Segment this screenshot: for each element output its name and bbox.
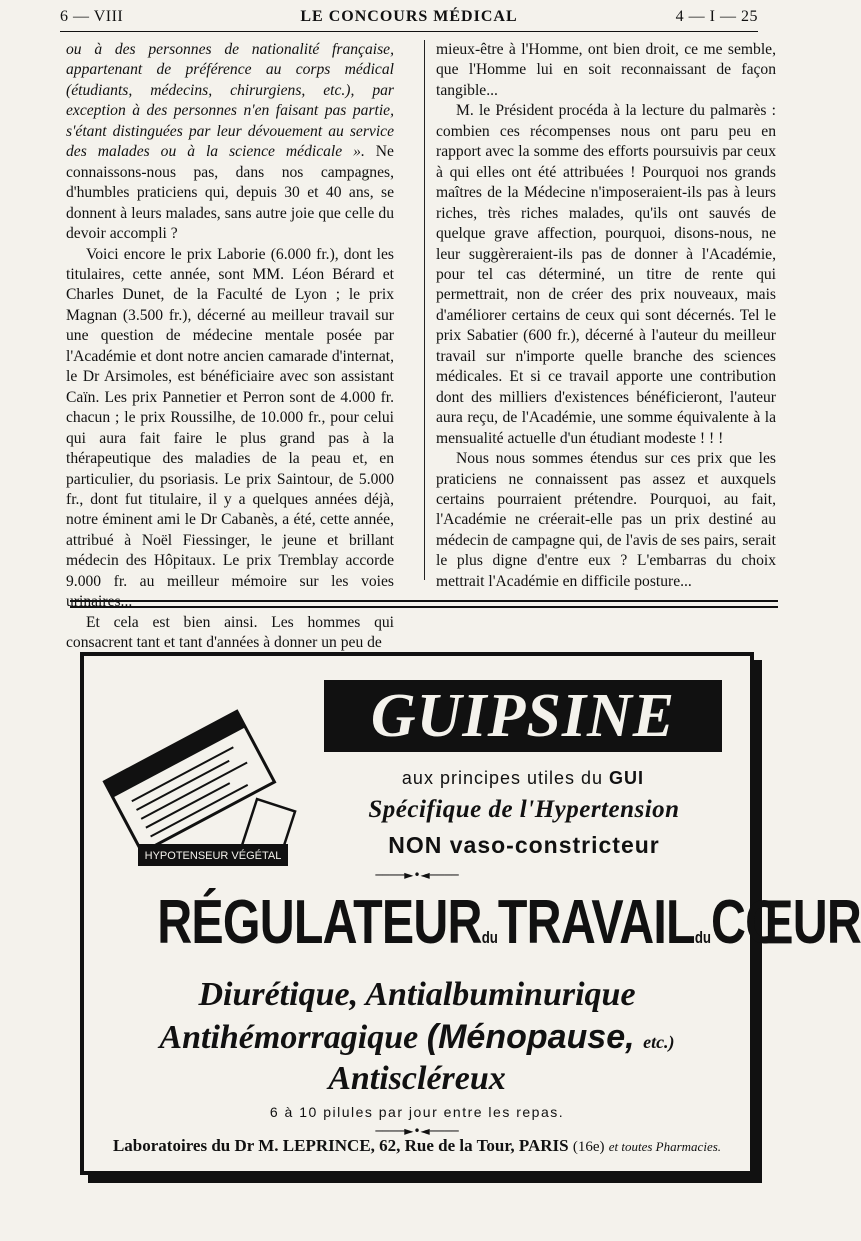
right-column	[436, 40, 776, 592]
ad-headline	[157, 886, 861, 975]
ad-property-antihemorrhagic	[84, 1018, 750, 1057]
ad-laboratory-address	[84, 1136, 750, 1156]
ad-tagline-hypertension: Spécifique de l'Hypertension	[368, 796, 680, 823]
ad-property-antisclerotic: Antiscléreux	[328, 1060, 506, 1097]
header-rule	[60, 31, 758, 32]
ornament-divider-1: ────►•◄────	[375, 868, 459, 882]
page-number: 6 — VIII	[60, 8, 124, 25]
right-paragraph-3: Nous nous sommes étendus sur ces prix que les praticiens ne connaissent pas assez et auxquels certains pourraient prétendre. Pourquoi, au fait, l'Académie ne créerait-elle pas un prix destiné au médecin de campagne qui, de l'avis de ses pairs, serait le plus digne d'entre eux ? L'embarras du choix mettrait l'Académie en difficile posture...	[436, 450, 776, 590]
laboratory-pharmacies: et toutes Pharmacies.	[608, 1139, 722, 1154]
journal-title: LE CONCOURS MÉDICAL	[300, 8, 518, 25]
laboratory-name: Laboratoires du Dr M. LEPRINCE, 62, Rue de la Tour, PARIS	[112, 1136, 569, 1155]
page-header	[60, 6, 758, 32]
ad-top-rule-2	[70, 606, 778, 608]
headline-du-1: du	[481, 928, 498, 947]
headline-du-2: du	[694, 928, 712, 947]
issue-date: 4 — I — 25	[675, 8, 758, 25]
brand-name: GUIPSINE	[324, 680, 722, 752]
ad-tagline-non-vasoconstrictor: NON vaso-constricteur	[388, 832, 660, 858]
property-menopause: (Ménopause,	[426, 1018, 635, 1056]
left-column	[66, 40, 394, 654]
left-paragraph-2: Voici encore le prix Laborie (6.000 fr.), dont les titulaires, cette année, sont MM. Léon Bérard et Charles Dunet, de la Faculté de Lyon ; le prix Magnan (3.500 fr.), décerné au meilleur travail sur une question de médecine mentale posée par l'Académie et dont notre ancien camarade d'internat, le Dr Arsimoles, est bénéficiaire avec son assistant Caïn. Les prix Pannetier et Perron sont de 4.000 fr. chacun ; le prix Roussilhe, de 10.000 fr., pour celui qui aura fait faire le plus grand pas à la thérapeutique des maladies de la peau et, en particulier, du psoriasis. Le prix Saintour, de 5.000 fr., dont fut titulaire, il y a quelques années déjà, notre éminent ami le Dr Cabanès, a été, cette année, attribué à Noël Fiessinger, le jeune et brillant médecin des Hôpitaux. Le prix Tremblay accorde 9.000 fr. au meilleur mémoire sur les voies urinaires...	[66, 245, 394, 611]
ad-top-rule-1	[70, 600, 778, 602]
ornament-divider-2: ────►•◄────	[375, 1124, 459, 1138]
headline-regulateur: RÉGULATEUR	[157, 888, 482, 957]
box-label-text: HYPOTENSEUR VÉGÉTAL	[144, 850, 282, 862]
laboratory-arrondissement: (16e)	[572, 1139, 605, 1155]
tagline-prefix: aux principes utiles du	[401, 768, 604, 788]
headline-travail: TRAVAIL	[497, 888, 695, 957]
right-paragraph-2: M. le Président procéda à la lecture du palmarès : combien ces récompenses nous ont paru peu en rapport avec la somme des efforts poursuivis par ceux à qui elles ont été attribuées ! Pourquoi nos grands maîtres de la Médecine n'imposeraient-ils pas à leurs riches, très riches malades, qu'ils ont sauvés de quelque grave affection, pourquoi, disons-nous, ne leur suggèreraient-ils pas de donner à l'Académie, pour tel cas déterminé, un titre de rente qui permettrait, non de créer des prix nouveaux, mais d'améliorer certains de ceux qui sont décernés. Tel le prix Sabatier (600 fr.), décerné à l'auteur du meilleur travail sur n'importe quelle branche des sciences médicales. Et si ce travail apporte une contribution dont des milliers d'existences bénéficieront, l'auteur aura reçu, de l'Académie, une somme équivalente à la mensualité actuelle d'un étudiant modeste ! ! !	[436, 102, 776, 447]
left-paragraph-3: Et cela est bien ainsi. Les hommes qui consacrent tant et tant d'années à donner un peu de	[66, 613, 394, 652]
guipsine-advertisement	[80, 652, 861, 1175]
medicine-box-illustration	[98, 696, 308, 876]
column-separator	[424, 40, 425, 580]
property-etc: etc.)	[643, 1032, 675, 1052]
quotation-text: ou à des personnes de nationalité française, appartenant de préférence au corps médical (étudiants, médecins, chirurgiens, etc.), par exception à des personnes n'en faisant pas partie, s'étant distinguées par leur dévouement au service des malades ou à la science médicale ».	[66, 41, 394, 161]
quotation-followup: Ne connaissons-nous pas, dans nos campagnes, d'humbles praticiens qui, depuis 30 et 40 ans, se donnent à leurs malades, sans autre joie que celle du devoir accompli ?	[66, 143, 394, 243]
property-antihemorrhagique: Antihémorragique	[159, 1019, 419, 1056]
ad-tagline-mistletoe	[324, 768, 722, 789]
tagline-gui: GUI	[609, 768, 645, 788]
left-paragraph-1	[66, 40, 394, 245]
right-paragraph-1: mieux-être à l'Homme, ont bien droit, ce me semble, que l'Homme lui en soit reconnaissant de façon tangible...	[436, 41, 776, 99]
ad-property-diuretic: Diurétique, Antialbuminurique	[198, 976, 636, 1013]
headline-coeur: CŒUR	[711, 888, 861, 957]
ad-dosage: 6 à 10 pilules par jour entre les repas.	[269, 1104, 565, 1120]
